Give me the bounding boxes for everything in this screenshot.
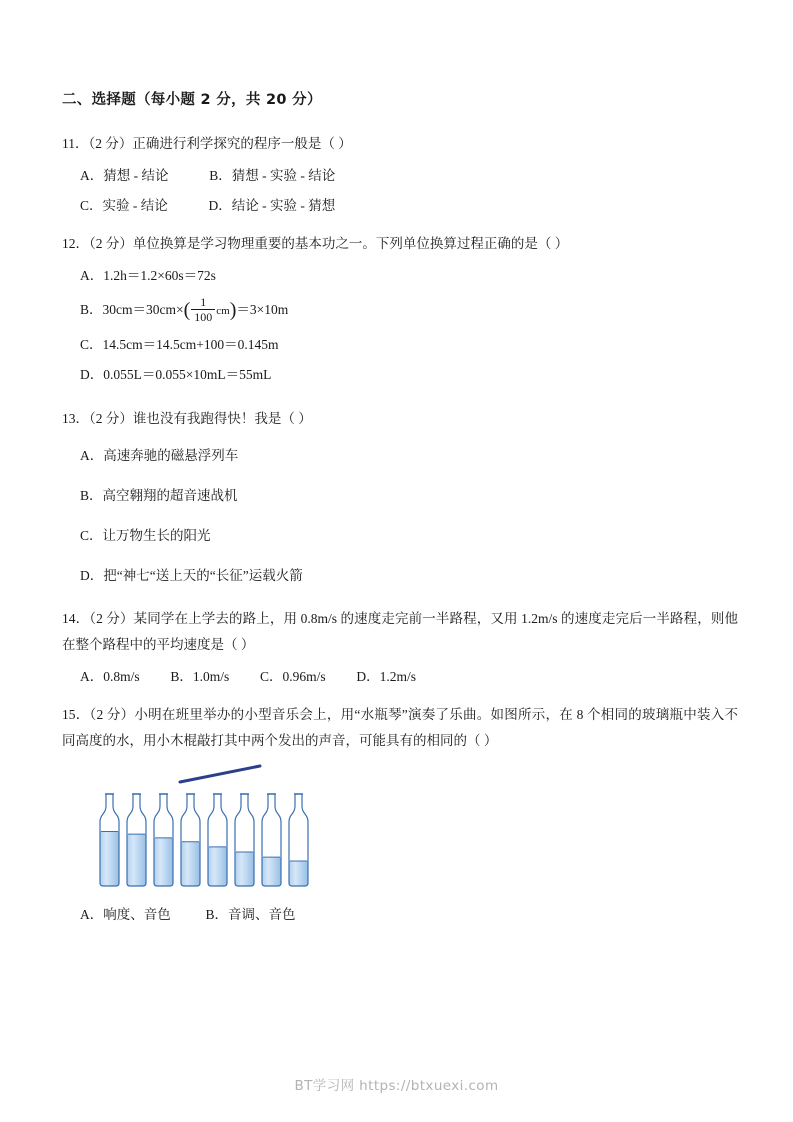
option-11-d[interactable]: D．结论 - 实验 - 猜想 — [208, 198, 336, 213]
question-15-options-row — [62, 900, 738, 930]
question-12 — [62, 231, 738, 390]
question-14-stem: 14．（2 分）某同学在上学去的路上，用 0.8m/s 的速度走完前一半路程，又用 1.2m/s 的速度走完后一半路程，则他在整个路程中的平均速度是（ ） — [62, 611, 738, 652]
question-11-options-row-2 — [62, 191, 738, 221]
question-13-stem: 13．（2 分）谁也没有我跑得快！我是（ ） — [62, 411, 312, 426]
fraction-unit: cm — [216, 305, 230, 317]
option-12-c[interactable]: C．14.5cm＝14.5cm+100＝0.145m — [80, 337, 279, 352]
section-title: 二、选择题（每小题 2 分，共 20 分） — [62, 92, 322, 108]
option-12-d[interactable]: D．0.055L＝0.055×10mL＝55mL — [80, 367, 272, 382]
option-13-d[interactable]: D．把“神七“送上天的“长征”运载火箭 — [80, 568, 303, 583]
fraction-denominator: 100 — [194, 309, 213, 324]
option-12-b-prefix: B．30cm＝30cm× — [80, 302, 184, 317]
option-14-b[interactable]: B．1.0m/s — [170, 669, 230, 684]
fraction — [191, 296, 215, 324]
option-14-d[interactable]: D．1.2m/s — [356, 669, 417, 684]
option-11-b[interactable]: B．猜想 - 实验 - 结论 — [209, 168, 336, 183]
option-12-a[interactable]: A．1.2h＝1.2×60s＝72s — [80, 268, 216, 283]
question-11-options-row-1 — [62, 161, 738, 191]
question-13 — [62, 406, 738, 596]
option-14-a[interactable]: A．0.8m/s — [80, 669, 140, 684]
option-13-a[interactable]: A．高速奔驰的磁悬浮列车 — [80, 448, 239, 463]
option-15-a[interactable]: A．响度、音色 — [80, 907, 171, 922]
question-14-options-row — [62, 662, 738, 692]
option-14-c[interactable]: C．0.96m/s — [260, 669, 326, 684]
question-11-stem: 11．（2 分）正确进行利学探究的程序一般是（ ） — [62, 136, 352, 151]
left-paren: ( — [183, 298, 191, 321]
question-11 — [62, 131, 738, 221]
option-12-b[interactable] — [62, 291, 738, 330]
question-15 — [62, 702, 738, 930]
wooden-stick — [180, 766, 260, 782]
fraction-numerator: 1 — [191, 296, 215, 310]
question-15-stem: 15．（2 分）小明在班里举办的小型音乐会上，用“水瓶琴”演奏了乐曲。如图所示，在 8 个相同的玻璃瓶中装入不同高度的水，用小木棍敲打其中两个发出的声音，可能具有的相同的（ ） — [62, 707, 738, 748]
option-11-a[interactable]: A．猜想 - 结论 — [80, 168, 169, 183]
water-bottles-svg — [92, 764, 422, 892]
option-11-c[interactable]: C．实验 - 结论 — [80, 198, 168, 213]
question-14 — [62, 606, 738, 692]
right-paren: ) — [229, 298, 237, 321]
exam-content — [62, 88, 738, 934]
option-12-b-suffix: ＝3×10m — [236, 302, 289, 317]
question-12-stem: 12．（2 分）单位换算是学习物理重要的基本功之一。下列单位换算过程正确的是（ ） — [62, 236, 569, 251]
site-watermark: BT学习网 https://btxuexi.com — [294, 1078, 499, 1094]
option-13-b[interactable]: B．高空翱翔的超音速战机 — [80, 488, 238, 503]
option-15-b[interactable]: B．音调、音色 — [205, 907, 296, 922]
water-bottles-diagram — [92, 764, 422, 892]
option-13-c[interactable]: C．让万物生长的阳光 — [80, 528, 211, 543]
